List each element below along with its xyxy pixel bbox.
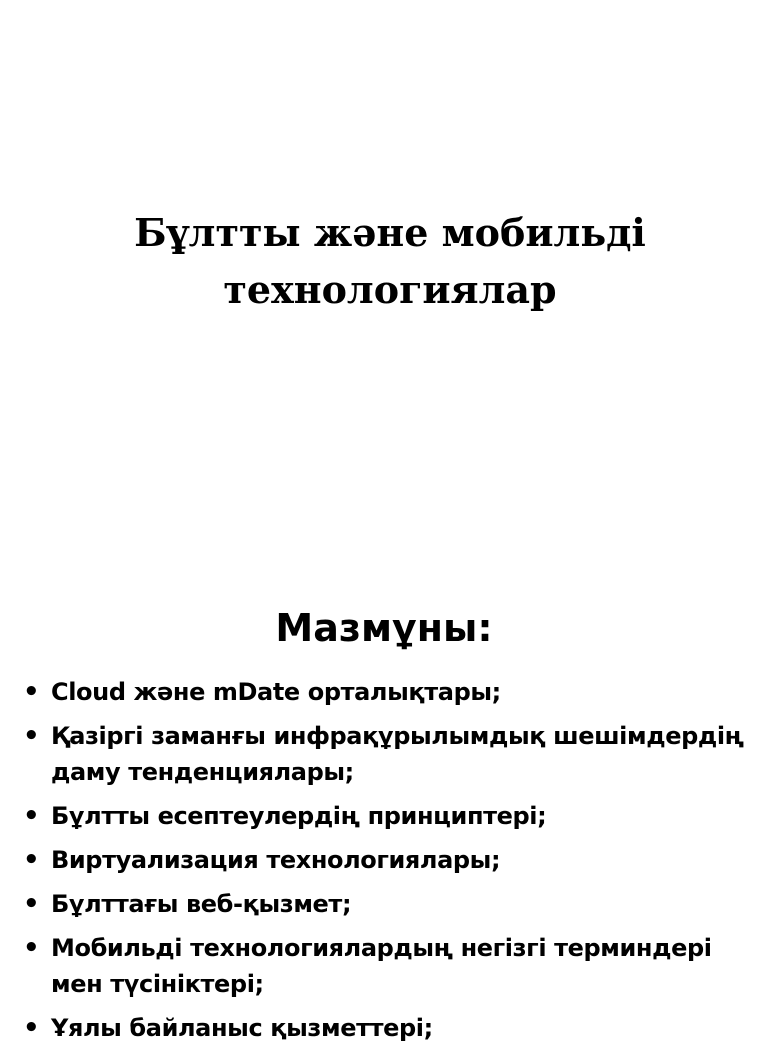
- list-item-text: Бұлтты есептеулердің принциптері;: [51, 802, 547, 830]
- bullet-icon: •: [23, 889, 40, 919]
- list-item-text: Ұялы байланыс қызметтері;: [51, 1014, 433, 1042]
- list-item: [20, 930, 750, 1002]
- bullet-icon: •: [23, 933, 40, 963]
- list-item: [20, 1010, 750, 1046]
- list-item: [20, 842, 750, 878]
- bullet-icon: •: [23, 845, 40, 875]
- list-item-text: Мобильді технологиялардың негізгі терминдері мен түсініктері;: [51, 934, 712, 998]
- list-item-text: Бұлттағы веб-қызмет;: [51, 890, 352, 918]
- bullet-icon: •: [23, 801, 40, 831]
- list-item: [20, 886, 750, 922]
- list-item-text: Виртуализация технологиялары;: [51, 846, 501, 874]
- list-item: [20, 718, 750, 790]
- list-item: [20, 674, 750, 710]
- bullet-icon: •: [23, 721, 40, 751]
- bullet-icon: •: [23, 1013, 40, 1043]
- list-item-text: Қазіргі заманғы инфрақұрылымдық шешімдердің даму тенденциялары;: [51, 722, 744, 786]
- list-item: [20, 798, 750, 834]
- bullet-icon: •: [23, 677, 40, 707]
- slide-title: Бұлтты және мобильді технологиялар: [134, 210, 646, 312]
- contents-heading: Мазмұны:: [275, 606, 493, 650]
- contents-list: [20, 674, 750, 1054]
- list-item-text: Cloud және mDate орталықтары;: [51, 678, 501, 706]
